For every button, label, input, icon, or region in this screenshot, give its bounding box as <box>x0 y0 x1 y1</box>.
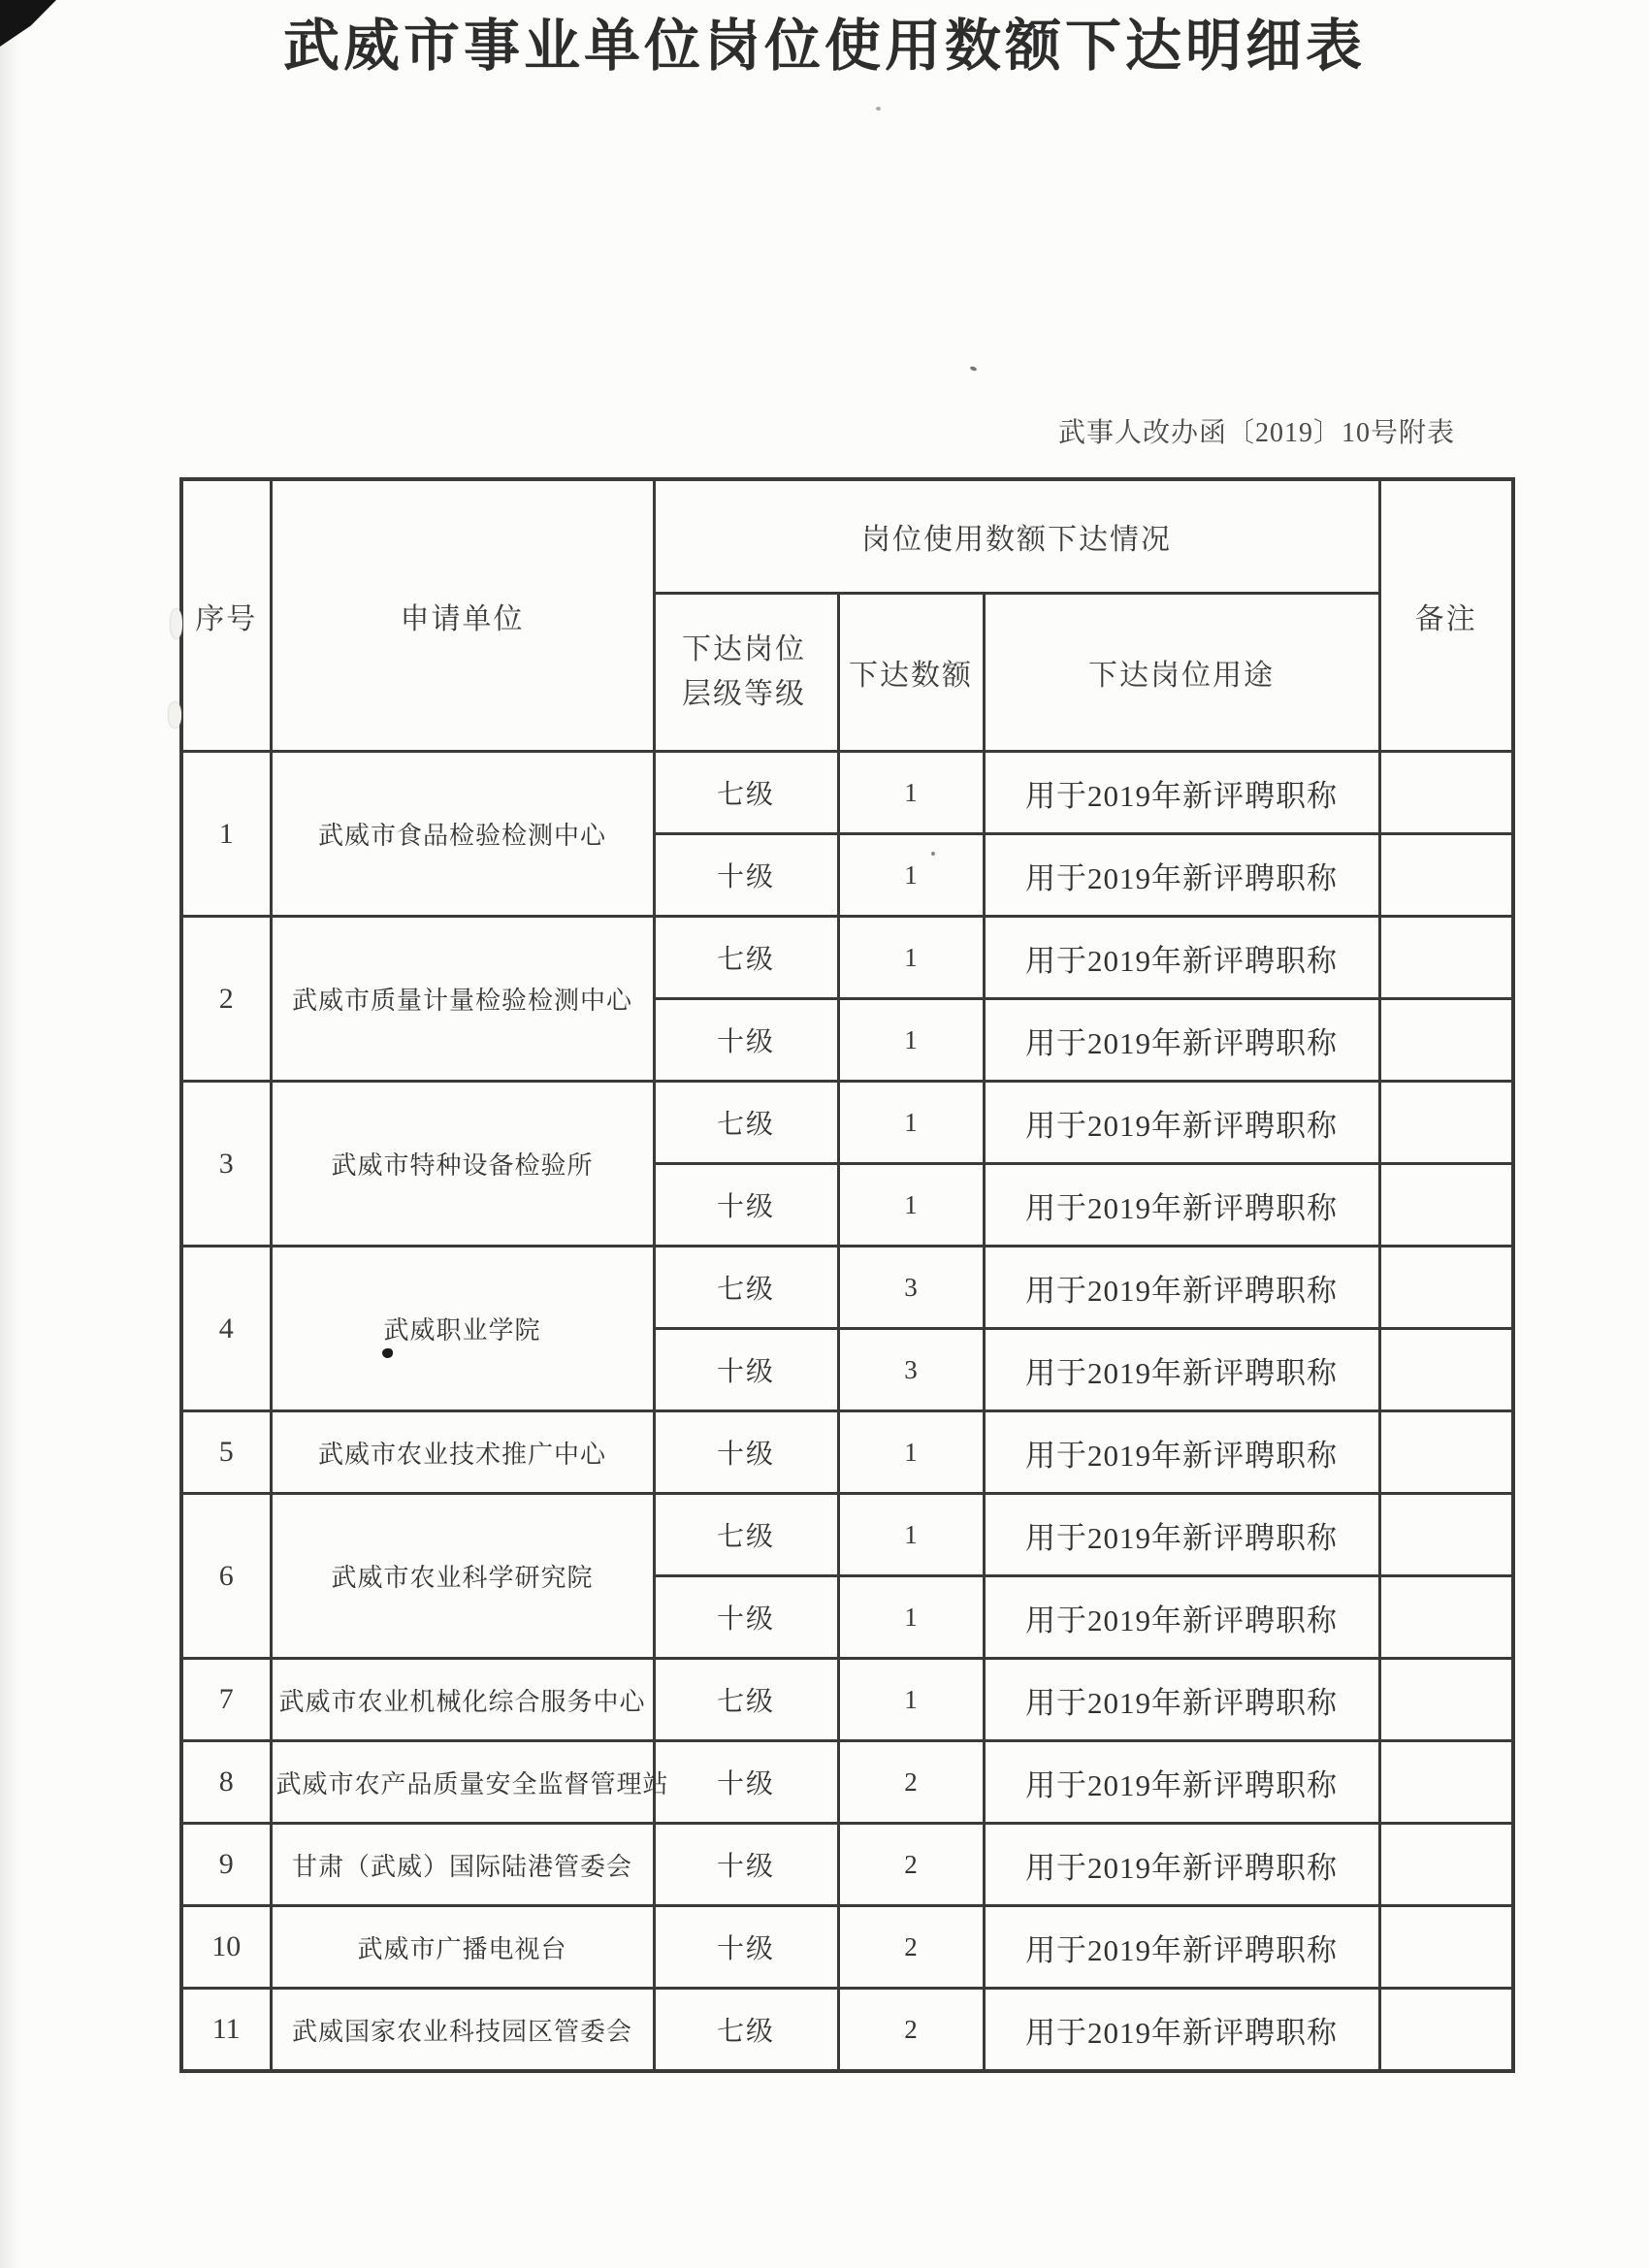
seq-cell: 2 <box>181 917 271 1082</box>
unit-cell: 武威国家农业科技园区管委会 <box>271 1989 654 2072</box>
level-cell: 十级 <box>654 999 838 1082</box>
remark-cell <box>1379 752 1513 834</box>
page-title: 武威市事业单位岗位使用数额下达明细表 <box>282 15 1366 78</box>
remark-cell <box>1379 1411 1513 1494</box>
unit-cell: 甘肃（武威）国际陆港管委会 <box>271 1824 654 1906</box>
quota-table <box>179 477 1515 2073</box>
remark-cell <box>1379 999 1513 1082</box>
quota-cell: 1 <box>838 917 984 999</box>
unit-cell: 武威市农业科学研究院 <box>271 1494 654 1659</box>
header-group: 岗位使用数额下达情况 <box>654 479 1379 594</box>
level-cell: 七级 <box>654 1247 838 1329</box>
remark-cell <box>1379 1494 1513 1576</box>
seq-cell: 10 <box>181 1906 271 1989</box>
seq-cell: 11 <box>181 1989 271 2072</box>
table-body <box>181 752 1513 2072</box>
usage-cell: 用于2019年新评聘职称 <box>984 917 1379 999</box>
table-row <box>181 752 1513 834</box>
level-cell: 十级 <box>654 1824 838 1906</box>
usage-cell: 用于2019年新评聘职称 <box>984 1906 1379 1989</box>
unit-cell: 武威市广播电视台 <box>271 1906 654 1989</box>
remark-cell <box>1379 1659 1513 1741</box>
usage-cell: 用于2019年新评聘职称 <box>984 1329 1379 1411</box>
header-level-label: 下达岗位层级等级 <box>682 632 806 710</box>
seq-cell: 7 <box>181 1659 271 1741</box>
header-level <box>654 594 838 752</box>
level-cell: 十级 <box>654 1576 838 1659</box>
table-row <box>181 1494 1513 1576</box>
unit-cell: 武威市农业技术推广中心 <box>271 1411 654 1494</box>
level-cell: 七级 <box>654 752 838 834</box>
usage-cell: 用于2019年新评聘职称 <box>984 1824 1379 1906</box>
scan-artifact-speck <box>970 366 978 372</box>
level-cell: 七级 <box>654 1082 838 1164</box>
unit-cell: 武威市农业机械化综合服务中心 <box>271 1659 654 1741</box>
table-row <box>181 1411 1513 1494</box>
quota-cell: 2 <box>838 1989 984 2072</box>
quota-cell: 1 <box>838 752 984 834</box>
quota-cell: 1 <box>838 1494 984 1576</box>
usage-cell: 用于2019年新评聘职称 <box>984 1411 1379 1494</box>
usage-cell: 用于2019年新评聘职称 <box>984 1989 1379 2072</box>
remark-cell <box>1379 1576 1513 1659</box>
header-usage: 下达岗位用途 <box>984 594 1379 752</box>
level-cell: 七级 <box>654 917 838 999</box>
unit-cell: 武威市食品检验检测中心 <box>271 752 654 917</box>
table-row <box>181 1741 1513 1824</box>
quota-cell: 1 <box>838 999 984 1082</box>
seq-cell: 1 <box>181 752 271 917</box>
header-remark: 备注 <box>1379 479 1513 752</box>
remark-cell <box>1379 1989 1513 2072</box>
unit-cell: 武威职业学院 <box>271 1247 654 1411</box>
table-row <box>181 1989 1513 2072</box>
table-row <box>181 1082 1513 1164</box>
unit-cell: 武威市特种设备检验所 <box>271 1082 654 1247</box>
level-cell: 十级 <box>654 1329 838 1411</box>
doc-reference: 武事人改办函〔2019〕10号附表 <box>1057 418 1455 448</box>
usage-cell: 用于2019年新评聘职称 <box>984 1247 1379 1329</box>
usage-cell: 用于2019年新评聘职称 <box>984 834 1379 917</box>
remark-cell <box>1379 1906 1513 1989</box>
table-row <box>181 917 1513 999</box>
seq-cell: 5 <box>181 1411 271 1494</box>
level-cell: 七级 <box>654 1989 838 2072</box>
quota-cell: 1 <box>838 1659 984 1741</box>
quota-cell: 1 <box>838 1576 984 1659</box>
quota-cell: 2 <box>838 1906 984 1989</box>
seq-cell: 6 <box>181 1494 271 1659</box>
quota-cell: 2 <box>838 1824 984 1906</box>
quota-cell: 3 <box>838 1247 984 1329</box>
unit-cell: 武威市农产品质量安全监督管理站 <box>271 1741 654 1824</box>
scan-artifact-speck <box>876 107 881 111</box>
remark-cell <box>1379 834 1513 917</box>
header-quota: 下达数额 <box>838 594 984 752</box>
quota-cell: 3 <box>838 1329 984 1411</box>
quota-cell: 1 <box>838 1411 984 1494</box>
remark-cell <box>1379 1824 1513 1906</box>
unit-cell: 武威市质量计量检验检测中心 <box>271 917 654 1082</box>
table-row <box>181 1906 1513 1989</box>
remark-cell <box>1379 917 1513 999</box>
level-cell: 十级 <box>654 1906 838 1989</box>
scan-edge-shadow <box>0 0 21 2268</box>
usage-cell: 用于2019年新评聘职称 <box>984 1576 1379 1659</box>
remark-cell <box>1379 1082 1513 1164</box>
quota-cell: 2 <box>838 1741 984 1824</box>
remark-cell <box>1379 1741 1513 1824</box>
remark-cell <box>1379 1329 1513 1411</box>
quota-cell: 1 <box>838 834 984 917</box>
quota-cell: 1 <box>838 1164 984 1247</box>
level-cell: 七级 <box>654 1659 838 1741</box>
level-cell: 十级 <box>654 834 838 917</box>
usage-cell: 用于2019年新评聘职称 <box>984 999 1379 1082</box>
level-cell: 十级 <box>654 1411 838 1494</box>
table-row <box>181 1824 1513 1906</box>
level-cell: 七级 <box>654 1494 838 1576</box>
table-header <box>181 479 1513 752</box>
seq-cell: 8 <box>181 1741 271 1824</box>
usage-cell: 用于2019年新评聘职称 <box>984 1741 1379 1824</box>
quota-cell: 1 <box>838 1082 984 1164</box>
usage-cell: 用于2019年新评聘职称 <box>984 1659 1379 1741</box>
header-seq: 序号 <box>181 479 271 752</box>
level-cell: 十级 <box>654 1164 838 1247</box>
usage-cell: 用于2019年新评聘职称 <box>984 1494 1379 1576</box>
seq-cell: 3 <box>181 1082 271 1247</box>
seq-cell: 9 <box>181 1824 271 1906</box>
table-row <box>181 1659 1513 1741</box>
table-row <box>181 1247 1513 1329</box>
remark-cell <box>1379 1164 1513 1247</box>
usage-cell: 用于2019年新评聘职称 <box>984 1082 1379 1164</box>
usage-cell: 用于2019年新评聘职称 <box>984 1164 1379 1247</box>
usage-cell: 用于2019年新评聘职称 <box>984 752 1379 834</box>
remark-cell <box>1379 1247 1513 1329</box>
level-cell: 十级 <box>654 1741 838 1824</box>
seq-cell: 4 <box>181 1247 271 1411</box>
header-unit: 申请单位 <box>271 479 654 752</box>
